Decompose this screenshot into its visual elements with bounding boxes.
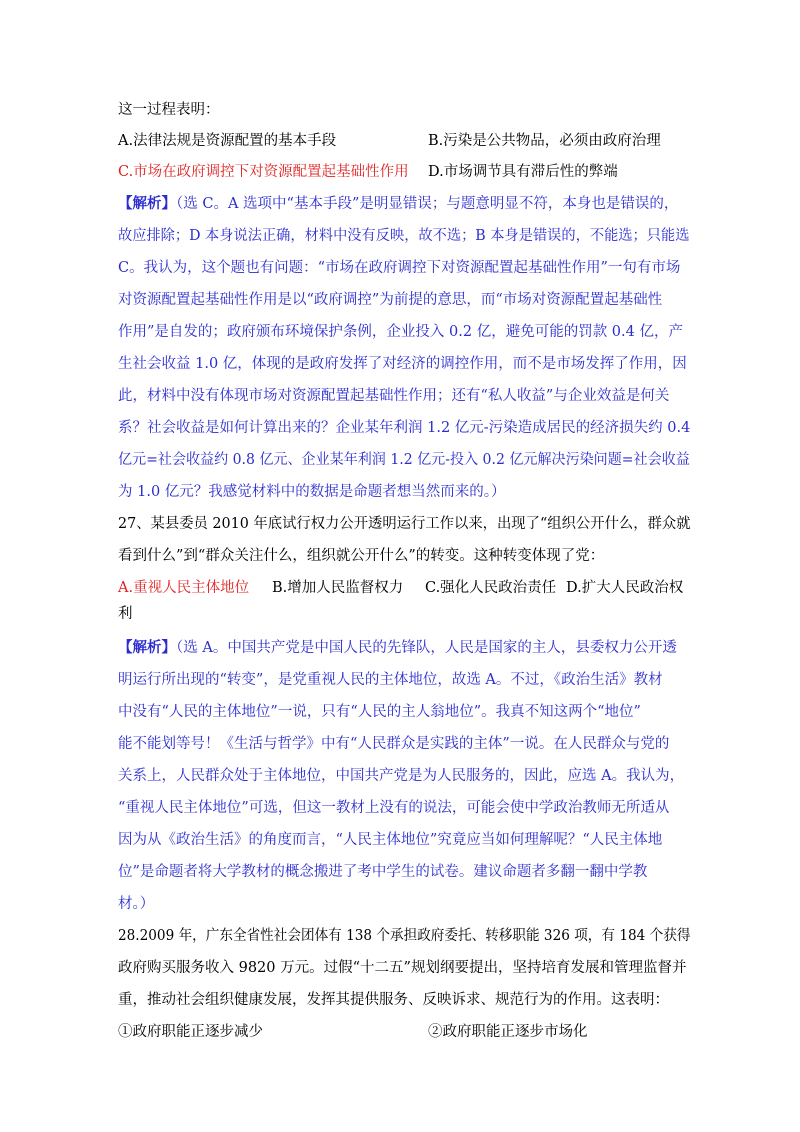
q28-option-1: ①政府职能正逐步减少 — [118, 1024, 263, 1040]
q27-option-c: C.强化人民政治责任 — [425, 580, 557, 596]
q27-analysis-line: 中没有“人民的主体地位”一说，只有“人民的主人翁地位”。我真不知这两个“地位” — [118, 704, 641, 720]
q27-analysis-line: 能不能划等号！《生活与哲学》中有“人民群众是实践的主体”一说。在人民群众与党的 — [118, 736, 670, 752]
q26-analysis-line: C。我认为，这个题也有问题：“市场在政府调控下对资源配置起基础性作用”一句有市场 — [118, 260, 681, 276]
q26-option-c-answer: C.市场在政府调控下对资源配置起基础性作用 — [118, 164, 409, 180]
q27-analysis-line: 【解析】（选 A。中国共产党是中国人民的先锋队，人民是国家的主人，县委权力公开透 — [118, 639, 677, 656]
q26-analysis-line: 此，材料中没有体现市场对资源配置起基础性作用；还有“私人收益”与企业效益是何关 — [118, 388, 670, 404]
q27-stem-line: 27、某县委员 2010 年底试行权力公开透明运行工作以来，出现了“组织公开什么，群众就 — [118, 516, 691, 532]
q27-analysis-line: 关系上，人民群众处于主体地位，中国共产党是为人民服务的，因此，应选 A。我认为， — [118, 768, 685, 784]
q27-analysis-line: 明运行所出现的“转变”，是党重视人民的主体地位，故选 A。不过，《政治生活》教材 — [118, 672, 663, 688]
q27-analysis-line: 位”是命题者将大学教材的概念搬进了考中学生的试卷。建议命题者多翻一翻中学教 — [118, 864, 648, 880]
q27-analysis-line: 材。） — [118, 896, 155, 912]
q28-stem-line: 重，推动社会组织健康发展，发挥其提供服务、反映诉求、规范行为的作用。这表明： — [118, 992, 669, 1008]
q27-analysis-line: “重视人民主体地位”可选，但这一教材上没有的说法，可能会使中学政治教师无所适从 — [118, 800, 670, 816]
q26-analysis-line: 故应排除；D 本身说法正确，材料中没有反映，故不选；B 本身是错误的，不能选；只能选 — [118, 228, 690, 244]
q26-analysis-line: 生社会收益 1.0 亿，体现的是政府发挥了对经济的调控作用，而不是市场发挥了作用，因 — [118, 356, 687, 372]
q27-option-a-answer: A.重视人民主体地位 — [118, 580, 250, 596]
q27-analysis-line: 因为从《政治生活》的角度而言，“人民主体地位”究竟应当如何理解呢？“人民主体地 — [118, 832, 663, 848]
analysis-tag: 【解析】 — [118, 639, 176, 656]
q26-option-b: B.污染是公共物品，必须由政府治理 — [428, 133, 661, 149]
q27-option-d-wrap: 利 — [118, 606, 133, 622]
q26-analysis-line: 亿元=社会收益约 0.8 亿元、企业某年利润 1.2 亿元-投入 0.2 亿元解决污染问题=社会收益 — [118, 452, 690, 468]
q26-analysis-line: 【解析】（选 C。A 选项中“基本手段”是明显错误；与题意明显不符，本身也是错误的， — [118, 195, 679, 212]
q27-stem-line: 看到什么”到“群众关注什么，组织就公开什么”的转变。这种转变体现了党： — [118, 548, 605, 564]
q26-analysis-line: 作用”是自发的；政府颁布环境保护条例，企业投入 0.2 亿，避免可能的罚款 0.4 亿，产 — [118, 324, 683, 340]
q28-stem-line: 政府购买服务收入 9820 万元。过假“十二五”规划纲要提出，坚持培育发展和管理监督并 — [118, 960, 687, 976]
q26-analysis-line: 为 1.0 亿元？我感觉材料中的数据是命题者想当然而来的。） — [118, 484, 506, 500]
q27-option-b: B.增加人民监督权力 — [272, 580, 404, 596]
q26-option-a: A.法律法规是资源配置的基本手段 — [118, 133, 337, 149]
q27-option-d: D.扩大人民政治权 — [566, 580, 684, 596]
q26-intro: 这一过程表明： — [118, 102, 220, 118]
q26-analysis-line: 系？社会收益是如何计算出来的？企业某年利润 1.2 亿元-污染造成居民的经济损失约 0.4 — [118, 420, 691, 436]
q28-stem-line: 28.2009 年，广东全省性社会团体有 138 个承担政府委托、转移职能 326 项，有 184 个获得 — [118, 928, 691, 944]
q28-option-2: ②政府职能正逐步市场化 — [428, 1024, 588, 1040]
analysis-tag: 【解析】 — [118, 195, 176, 212]
q26-option-d: D.市场调节具有滞后性的弊端 — [428, 164, 618, 180]
q26-analysis-line: 对资源配置起基础性作用是以“政府调控”为前提的意思，而“市场对资源配置起基础性 — [118, 292, 663, 308]
